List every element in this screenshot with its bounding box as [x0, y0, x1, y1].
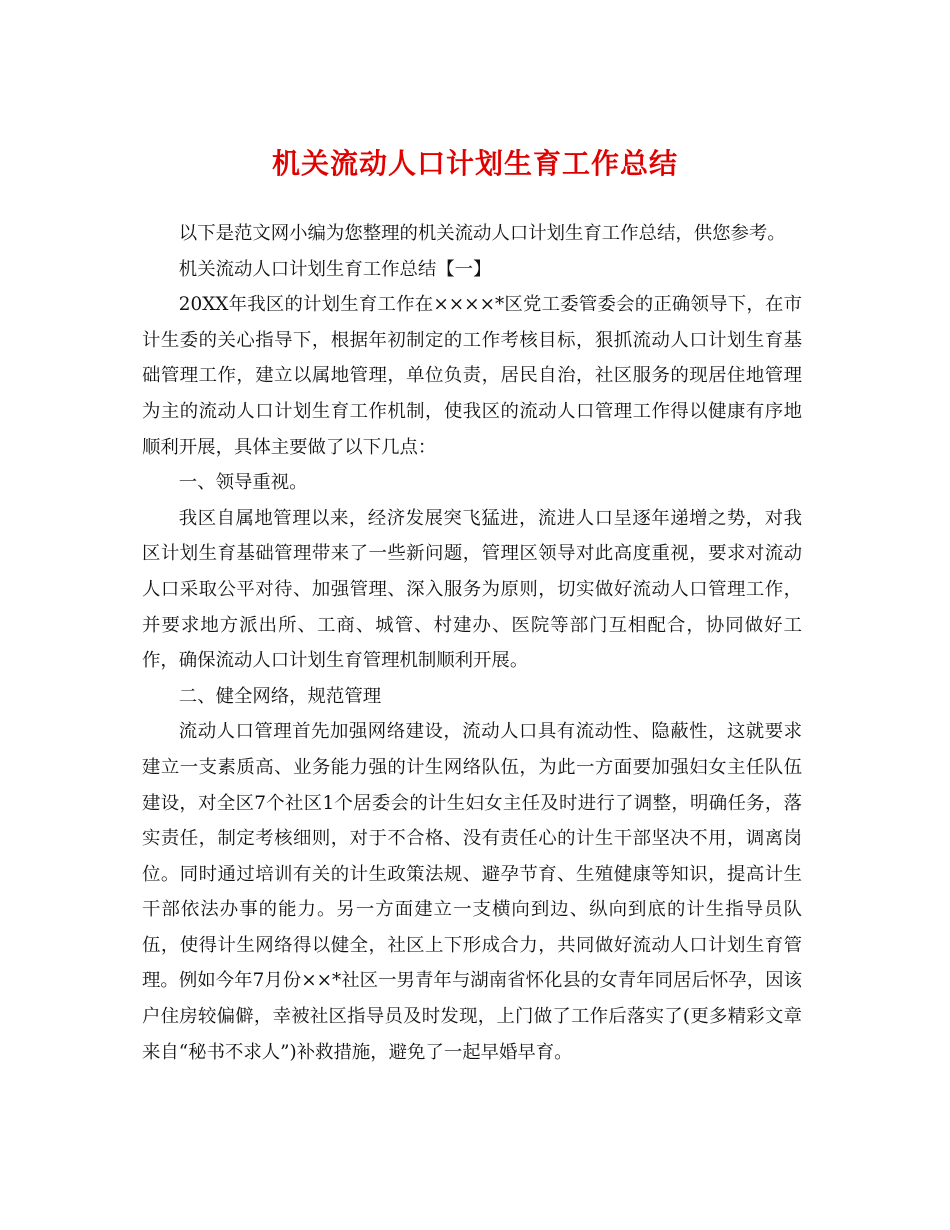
body-paragraph: 流动人口管理首先加强网络建设，流动人口具有流动性、隐蔽性，这就要求建立一支素质高、业务能力强的计生网络队伍，为此一方面要加强妇女主任队伍建设，对全区7个社区1个居委会的计生妇女主任及时进行了调整，明确任务，落实责任，制定考核细则，对于不合格、没有责任心的计生干部坚决不用，调离岗位。同时通过培训有关的计生政策法规、避孕节育、生殖健康等知识，提高计生干部依法办事的能力。另一方面建立一支横向到边、纵向到底的计生指导员队伍，使得计生网络得以健全，社区上下形成合力，共同做好流动人口计划生育管理。例如今年7月份××*社区一男青年与湖南省怀化县的女青年同居后怀孕，因该户住房较偏僻，幸被社区指导员及时发现，上门做了工作后落实了(更多精彩文章来自“秘书不求人”)补救措施，避免了一起早婚早育。: [142, 721, 802, 1063]
document-title: 机关流动人口计划生育工作总结: [271, 147, 678, 180]
body-paragraph: 20XX年我区的计划生育工作在××××*区党工委管委会的正确领导下，在市计生委的关心指导下，根据年初制定的工作考核目标，狠抓流动人口计划生育基础管理工作，建立以属地管理，单位负责，居民自治，社区服务的现居住地管理为主的流动人口计划生育工作机制，使我区的流动人口管理工作得以健康有序地顺利开展，具体主要做了以下几点：: [142, 294, 802, 458]
subheading-leadership: 一、领导重视。: [178, 472, 308, 494]
subheading-network: 二、健全网络，规范管理: [178, 685, 382, 707]
intro-paragraph: 以下是范文网小编为您整理的机关流动人口计划生育工作总结，供您参考。: [178, 223, 786, 244]
body-paragraph: 我区自属地管理以来，经济发展突飞猛进，流进人口呈逐年递增之势，对我区计划生育基础管理带来了一些新问题，管理区领导对此高度重视，要求对流动人口采取公平对待、加强管理、深入服务为原则，切实做好流动人口管理工作，并要求地方派出所、工商、城管、村建办、医院等部门互相配合，协同做好工作，确保流动人口计划生育管理机制顺利开展。: [142, 507, 802, 672]
section-heading-one: 机关流动人口计划生育工作总结【一】: [178, 258, 492, 280]
document-body: [142, 216, 802, 1070]
